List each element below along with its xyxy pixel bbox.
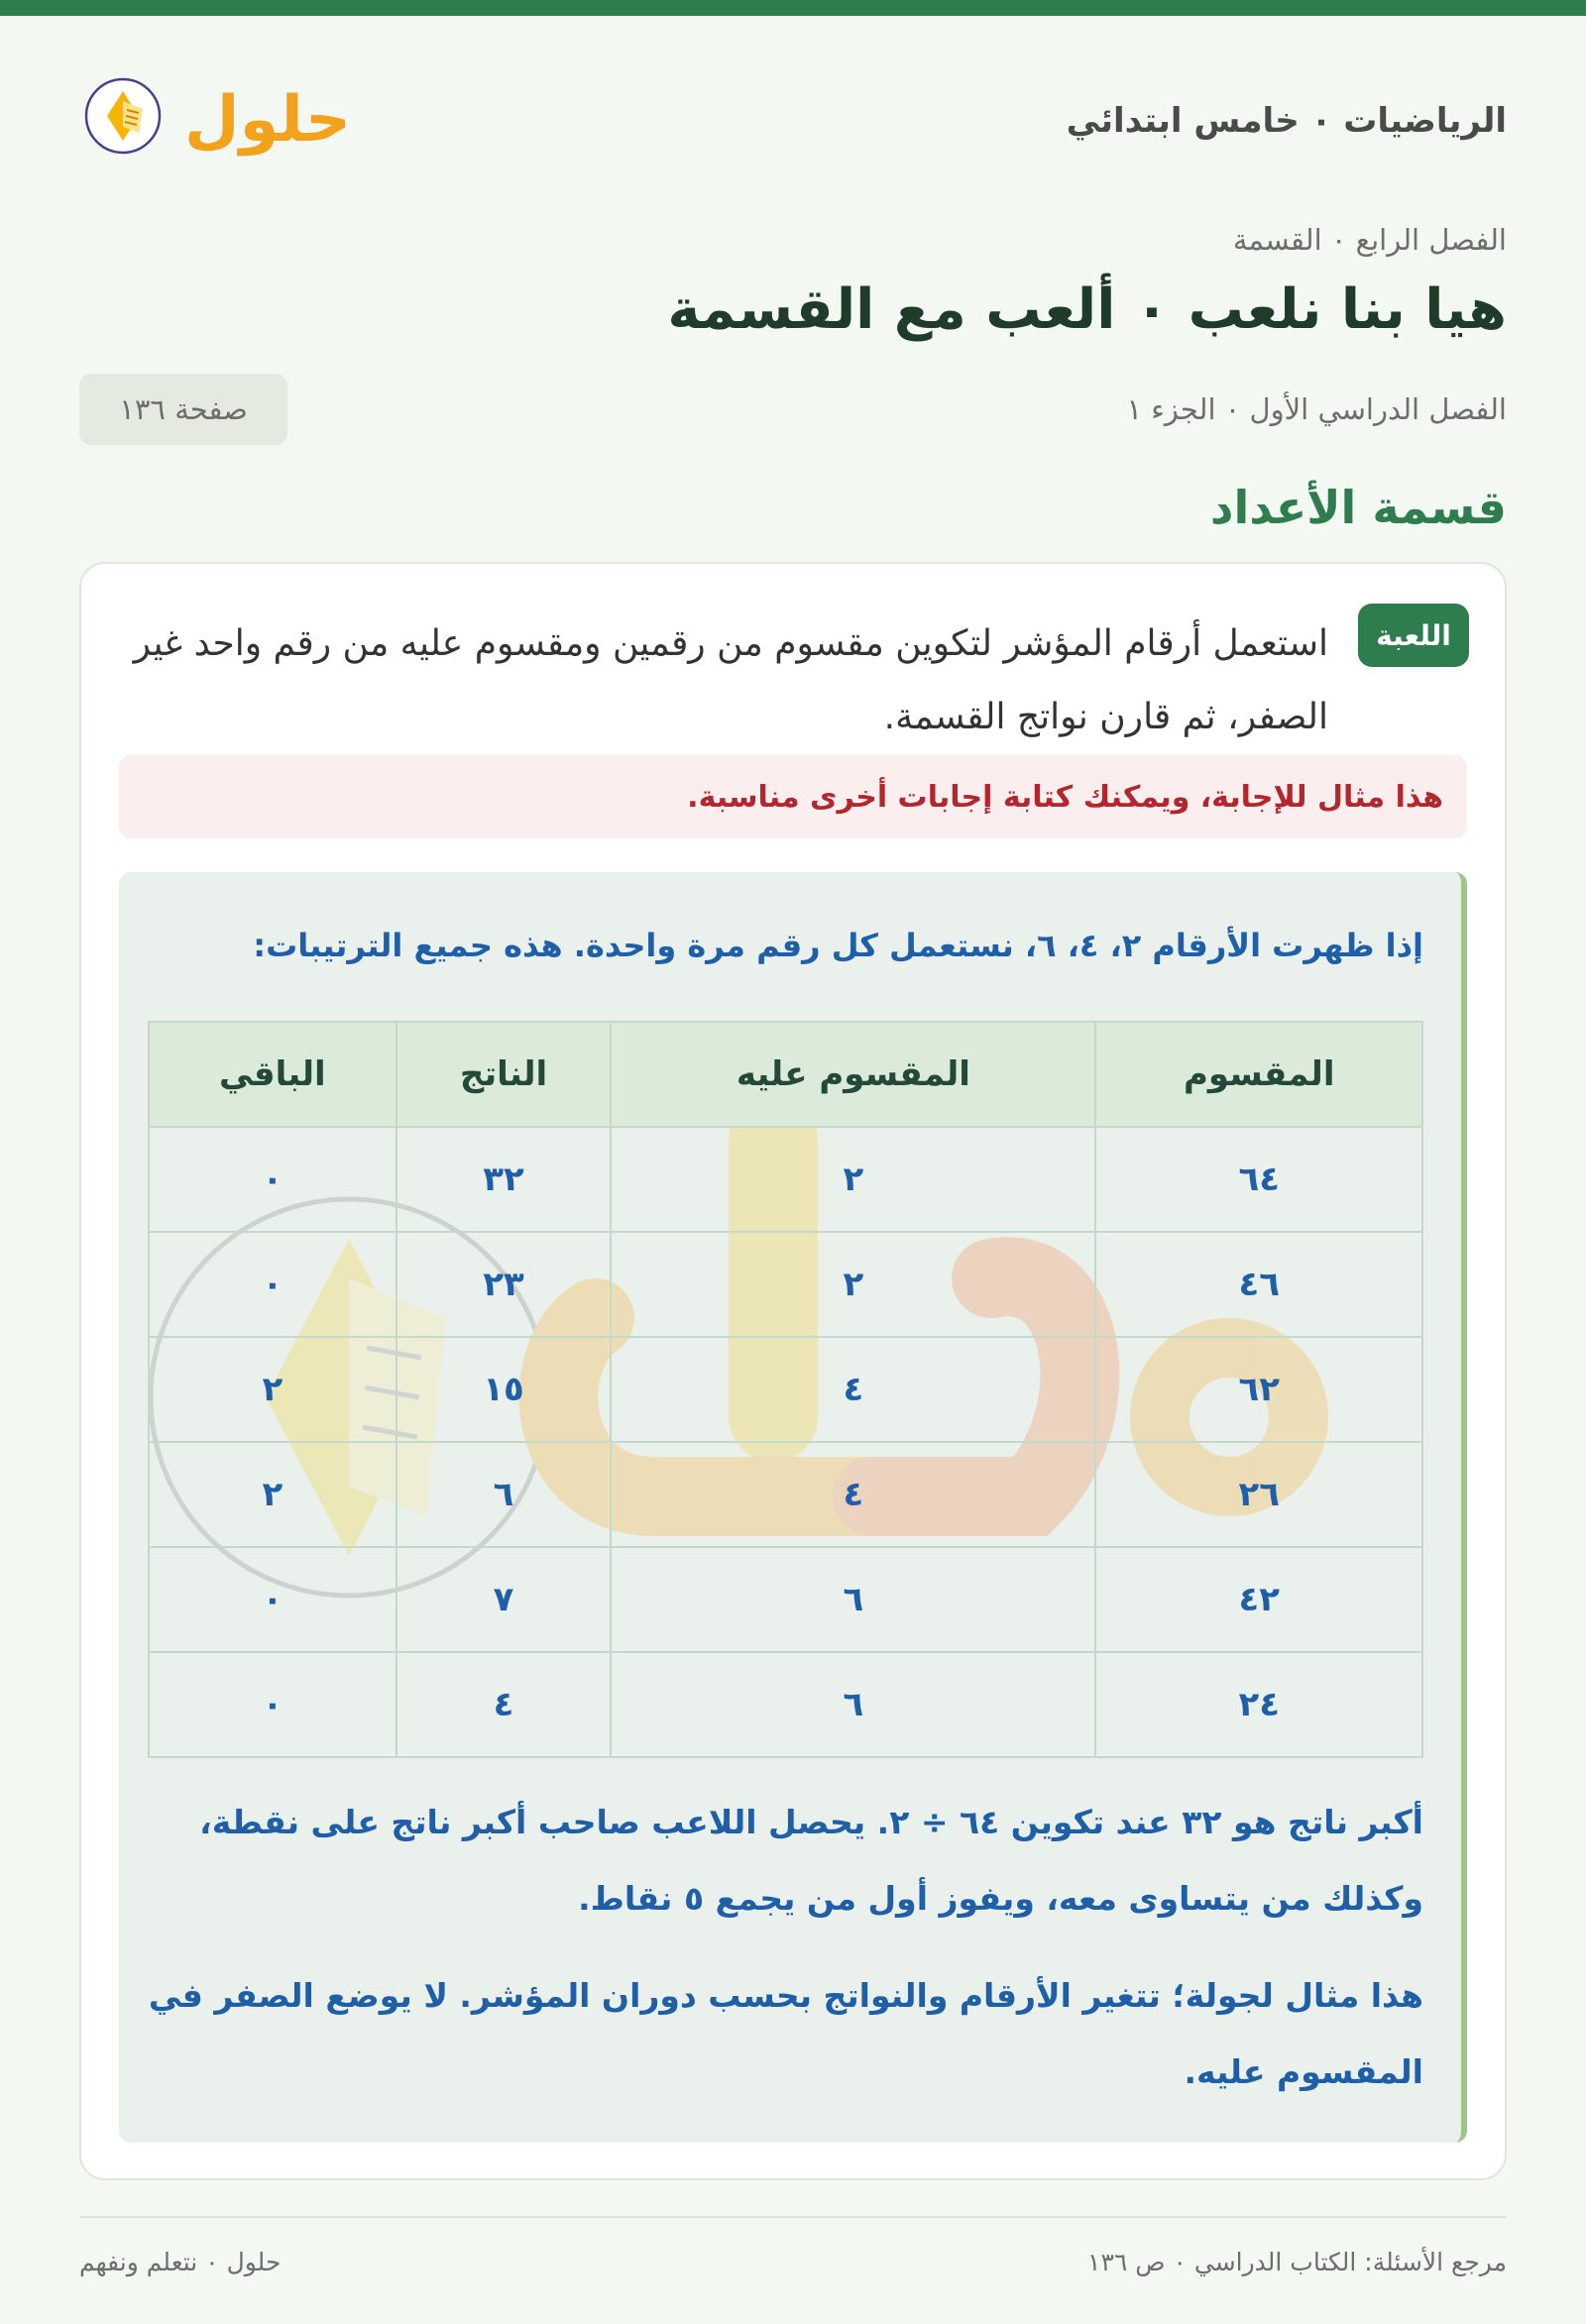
header-divisor: المقسوم عليه (611, 1022, 1095, 1127)
footer-reference: مرجع الأسئلة: الكتاب الدراسي ٠ ص ١٣٦ (1087, 2248, 1507, 2276)
dividend-cell: ٦٤ (1095, 1127, 1422, 1232)
remainder-cell: ٠ (149, 1547, 396, 1652)
remainder-cell: ٢ (149, 1337, 396, 1442)
remainder-cell: ٢ (149, 1442, 396, 1547)
quotient-cell: ٣٢ (396, 1127, 612, 1232)
hulul-logo (79, 61, 367, 170)
game-tag: اللعبة (1358, 604, 1469, 667)
results-table (148, 1021, 1423, 1758)
footer-divider (79, 2216, 1507, 2218)
page-header (79, 61, 1507, 180)
header-remainder: الباقي (149, 1022, 396, 1127)
header-quotient: الناتج (396, 1022, 612, 1127)
quotient-cell: ٦ (396, 1442, 612, 1547)
dividend-cell: ٢٤ (1095, 1652, 1422, 1757)
quotient-cell: ١٥ (396, 1337, 612, 1442)
page-number-badge: صفحة ١٣٦ (79, 374, 287, 445)
remainder-cell: ٠ (149, 1652, 396, 1757)
question-text: استعمل أرقام المؤشر لتكوين مقسوم من رقمين ومقسوم عليه من رقم واحد غير الصفر، ثم قارن نواتج القسمة. (133, 623, 1328, 737)
answer-box (119, 872, 1467, 2143)
question-card (79, 562, 1507, 2180)
table-header-row (149, 1022, 1422, 1127)
term-label: الفصل الدراسي الأول ٠ الجزء ١ (1126, 392, 1507, 426)
remainder-cell: ٠ (149, 1127, 396, 1232)
logo-wordmark: حلول (184, 83, 351, 157)
divisor-cell: ٤ (611, 1337, 1095, 1442)
answer-explanation: أكبر ناتج هو ٣٢ عند تكوين ٦٤ ÷ ٢. يحصل اللاعب صاحب أكبر ناتج على نقطة، وكذلك من يتساوى معه، ويفوز أول من يجمع ٥ نقاط. (199, 1803, 1423, 1918)
remainder-cell: ٠ (149, 1232, 396, 1337)
dividend-cell: ٤٢ (1095, 1547, 1422, 1652)
table-row (149, 1232, 1422, 1337)
divisor-cell: ٢ (611, 1127, 1095, 1232)
header-dividend: المقسوم (1095, 1022, 1422, 1127)
table-row (149, 1442, 1422, 1547)
answer-round-note: هذا مثال لجولة؛ تتغير الأرقام والنواتج بحسب دوران المؤشر. لا يوضع الصفر في المقسوم عليه. (148, 1976, 1423, 2091)
table-row (149, 1652, 1422, 1757)
answer-disclaimer (119, 755, 1467, 838)
subject-label: الرياضيات ٠ خامس ابتدائي (1066, 101, 1507, 141)
quotient-cell: ٢٣ (396, 1232, 612, 1337)
unit-label: الفصل الرابع ٠ القسمة (1232, 223, 1507, 257)
table-row (149, 1547, 1422, 1652)
lesson-title: هيا بنا نلعب ٠ ألعب مع القسمة (667, 277, 1507, 342)
dividend-cell: ٤٦ (1095, 1232, 1422, 1337)
table-row (149, 1127, 1422, 1232)
divisor-cell: ٢ (611, 1232, 1095, 1337)
divisor-cell: ٦ (611, 1652, 1095, 1757)
results-table-wrapper (148, 1021, 1423, 1758)
divisor-cell: ٦ (611, 1547, 1095, 1652)
divisor-cell: ٤ (611, 1442, 1095, 1547)
dividend-cell: ٢٦ (1095, 1442, 1422, 1547)
table-row (149, 1337, 1422, 1442)
section-heading: قسمة الأعداد (1209, 481, 1507, 534)
answer-disclaimer-text: هذا مثال للإجابة، ويمكنك كتابة إجابات أخرى مناسبة. (687, 779, 1443, 815)
answer-intro: إذا ظهرت الأرقام ٢، ٤، ٦، نستعمل كل رقم مرة واحدة. هذه جميع الترتيبات: (253, 927, 1423, 964)
footer-brand: حلول ٠ نتعلم ونفهم (79, 2248, 282, 2276)
dividend-cell: ٦٢ (1095, 1337, 1422, 1442)
quotient-cell: ٧ (396, 1547, 612, 1652)
quotient-cell: ٤ (396, 1652, 612, 1757)
top-accent-bar (0, 0, 1586, 16)
